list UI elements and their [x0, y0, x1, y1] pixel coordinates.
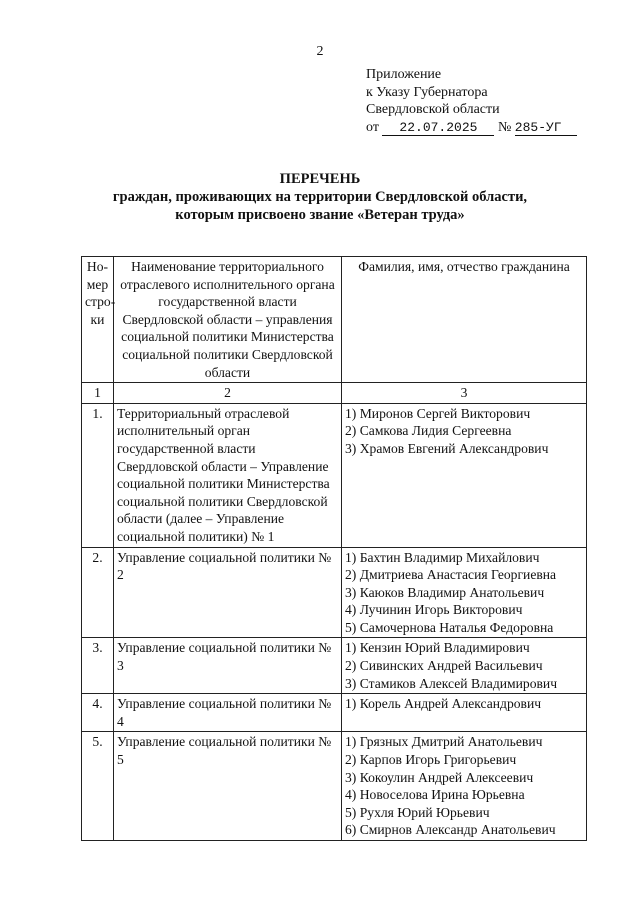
- document-title: [0, 170, 640, 224]
- veterans-table: [81, 256, 587, 841]
- appendix-line-1: Приложение: [366, 67, 442, 82]
- citizen-name: 3) Храмов Евгений Александрович: [345, 440, 549, 456]
- citizen-name: 1) Корель Андрей Александрович: [345, 696, 542, 712]
- organization-name: Управление социальной политики № 3: [114, 638, 342, 694]
- from-label: от: [366, 119, 379, 135]
- citizen-name: 3) Стамиков Алексей Владимирович: [345, 675, 558, 691]
- row-number: 2.: [82, 547, 114, 638]
- appendix-line-2: к Указу Губернатора: [366, 84, 488, 100]
- header-organization: Наименование территориального отраслевого исполнительного органа государственной власти Свердловской области – управления социальной политики Министерства социальной политики Свердловской области: [114, 257, 342, 383]
- citizen-name: 5) Самочернова Наталья Федоровна: [345, 619, 554, 635]
- citizen-name: 5) Рухля Юрий Юрьевич: [345, 804, 490, 820]
- decree-date: 22.07.2025: [382, 121, 494, 136]
- decree-number: 285-УГ: [515, 121, 577, 136]
- table-row: [82, 547, 587, 638]
- title-line-2: которым присвоено звание «Ветеран труда»: [175, 207, 465, 223]
- header-row-number-part: мер: [86, 276, 109, 292]
- header-row-number-part: стро-: [85, 294, 116, 310]
- table-header-row: [82, 257, 587, 383]
- citizen-name: 2) Дмитриева Анастасия Георгиевна: [345, 567, 557, 583]
- citizen-name: 2) Сивинских Андрей Васильевич: [345, 658, 543, 674]
- citizen-name: 2) Самкова Лидия Сергеевна: [345, 423, 512, 439]
- page-number: 2: [316, 44, 324, 59]
- citizen-name: 1) Грязных Дмитрий Анатольевич: [345, 734, 543, 750]
- header-row-number: [82, 257, 114, 383]
- organization-name: Управление социальной политики № 4: [114, 694, 342, 732]
- organization-name: Управление социальной политики № 5: [114, 732, 342, 841]
- citizen-names: [342, 403, 587, 547]
- row-number: 1.: [82, 403, 114, 547]
- header-row-number-part: Но-: [86, 259, 109, 274]
- citizen-names: [342, 638, 587, 694]
- citizen-name: 4) Лучинин Игорь Викторович: [345, 602, 523, 618]
- table-row: [82, 638, 587, 694]
- column-number: 2: [114, 383, 342, 404]
- title-line-1: граждан, проживающих на территории Свердловской области,: [112, 189, 528, 205]
- organization-name: Управление социальной политики № 2: [114, 547, 342, 638]
- citizen-names: [342, 694, 587, 732]
- citizen-name: 3) Каюков Владимир Анатольевич: [345, 584, 545, 600]
- row-number: 4.: [82, 694, 114, 732]
- table-row: [82, 732, 587, 841]
- column-number-row: [82, 383, 587, 404]
- citizen-names: [342, 547, 587, 638]
- appendix-block: [366, 66, 577, 136]
- citizen-name: 1) Кензин Юрий Владимирович: [345, 640, 530, 656]
- citizen-name: 2) Карпов Игорь Григорьевич: [345, 752, 517, 768]
- citizen-name: 4) Новоселова Ирина Юрьевна: [345, 787, 525, 803]
- header-row-number-part: ки: [90, 311, 105, 327]
- citizen-name: 1) Миронов Сергей Викторович: [345, 405, 531, 421]
- column-number: 1: [82, 383, 114, 404]
- organization-name: Территориальный отраслевой исполнительный орган государственной власти Свердловской области – Управление социальной политики Министерства социальной политики Свердловской области (далее – Управление социальной политики) № 1: [114, 403, 342, 547]
- table-row: [82, 403, 587, 547]
- table-body: [82, 403, 587, 840]
- citizen-names: [342, 732, 587, 841]
- citizen-name: 1) Бахтин Владимир Михайлович: [345, 549, 540, 565]
- header-full-name: Фамилия, имя, отчество гражданина: [342, 257, 587, 383]
- citizen-name: 6) Смирнов Александр Анатольевич: [345, 822, 556, 838]
- table-row: [82, 694, 587, 732]
- column-number: 3: [342, 383, 587, 404]
- row-number: 5.: [82, 732, 114, 841]
- appendix-line-3: Свердловской области: [366, 102, 500, 117]
- row-number: 3.: [82, 638, 114, 694]
- title-heading: ПЕРЕЧЕНЬ: [279, 171, 361, 187]
- citizen-name: 3) Кокоулин Андрей Алексеевич: [345, 769, 534, 785]
- appendix-decree-line: [366, 119, 577, 137]
- number-label: №: [497, 119, 512, 135]
